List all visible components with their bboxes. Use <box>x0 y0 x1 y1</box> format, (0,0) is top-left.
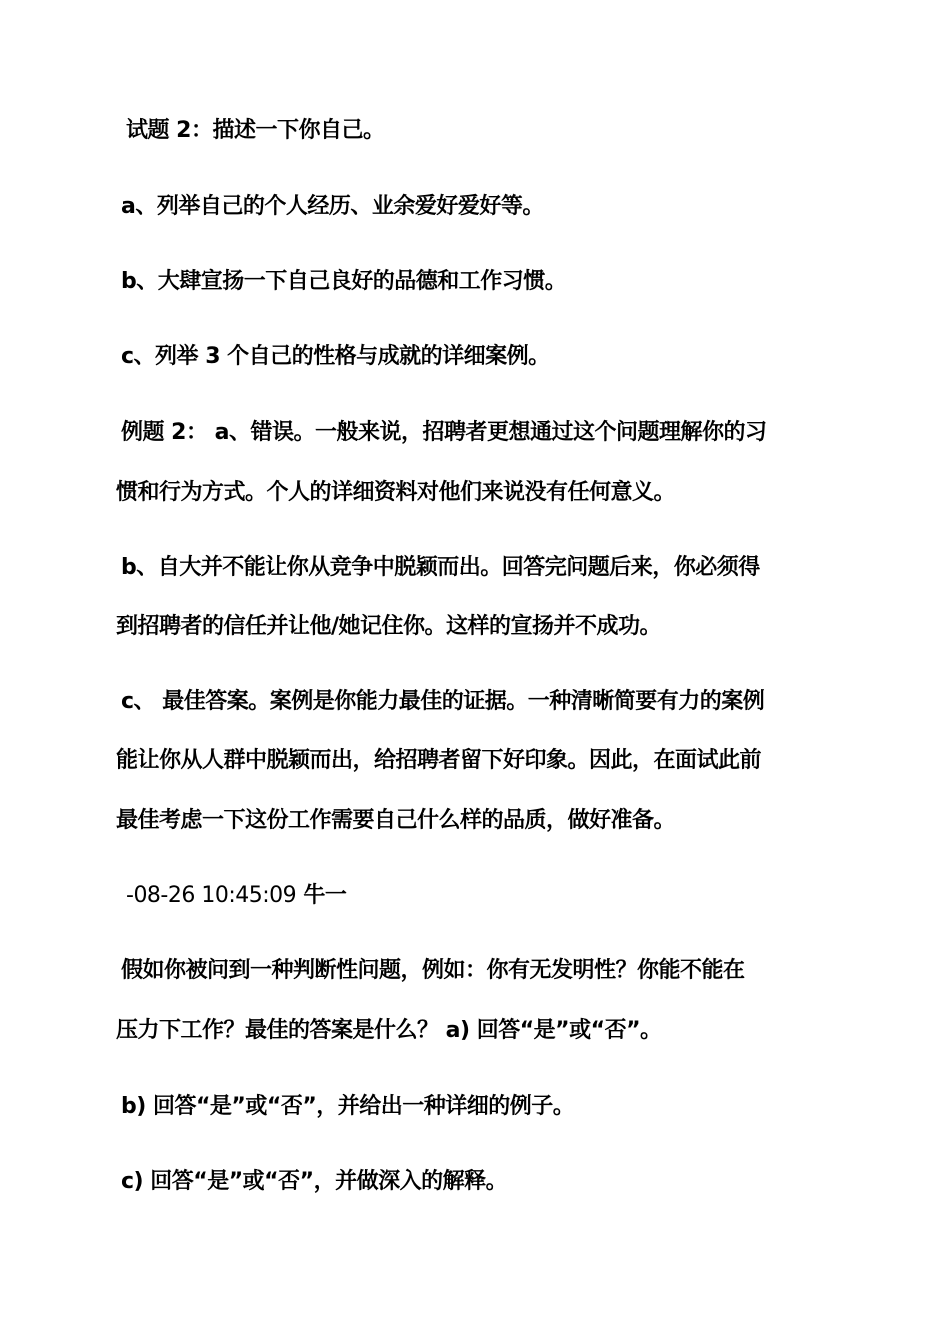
example-2-c-line-2: 能让你从人群中脱颖而出，给招聘者留下好印象。因此，在面试此前 <box>116 748 762 773</box>
question-3-line-1: 假如你被问到一种判断性问题，例如：你有无发明性？你能不能在 <box>121 958 745 983</box>
question-2-option-b: b、大肆宣扬一下自己良好的品德和工作习惯。 <box>121 269 567 294</box>
example-2-b-line-1: b、自大并不能让你从竞争中脱颖而出。回答完问题后来，你必须得 <box>121 555 760 580</box>
question-3-option-c: c) 回答“是”或“否”，并做深入的解释。 <box>121 1169 508 1194</box>
post-author: 牛一 <box>303 883 347 908</box>
question-3-line-2: 压力下工作？最佳的答案是什么？ a) 回答“是”或“否”。 <box>116 1018 662 1043</box>
example-2-line-2: 惯和行为方式。个人的详细资料对他们来说没有任何意义。 <box>116 480 676 505</box>
example-2-c-line-3: 最佳考虑一下这份工作需要自己什么样的品质，做好准备。 <box>116 808 676 833</box>
question-2-title: 试题 2：描述一下你自己。 <box>126 118 385 143</box>
example-2-b-line-2: 到招聘者的信任并让他/她记住你。这样的宣扬并不成功。 <box>116 614 662 639</box>
question-2-option-c: c、列举 3 个自己的性格与成就的详细案例。 <box>121 344 550 369</box>
question-3-option-b: b) 回答“是”或“否”，并给出一种详细的例子。 <box>121 1094 575 1119</box>
example-2-line-1: 例题 2： a、错误。一般来说，招聘者更想通过这个问题理解你的习 <box>121 420 767 445</box>
post-meta <box>126 881 856 911</box>
example-2-c-line-1: c、 最佳答案。案例是你能力最佳的证据。一种清晰简要有力的案例 <box>121 689 765 714</box>
post-timestamp: -08-26 10:45:09 <box>126 883 297 908</box>
question-2-option-a: a、列举自己的个人经历、业余爱好爱好等。 <box>121 194 544 219</box>
